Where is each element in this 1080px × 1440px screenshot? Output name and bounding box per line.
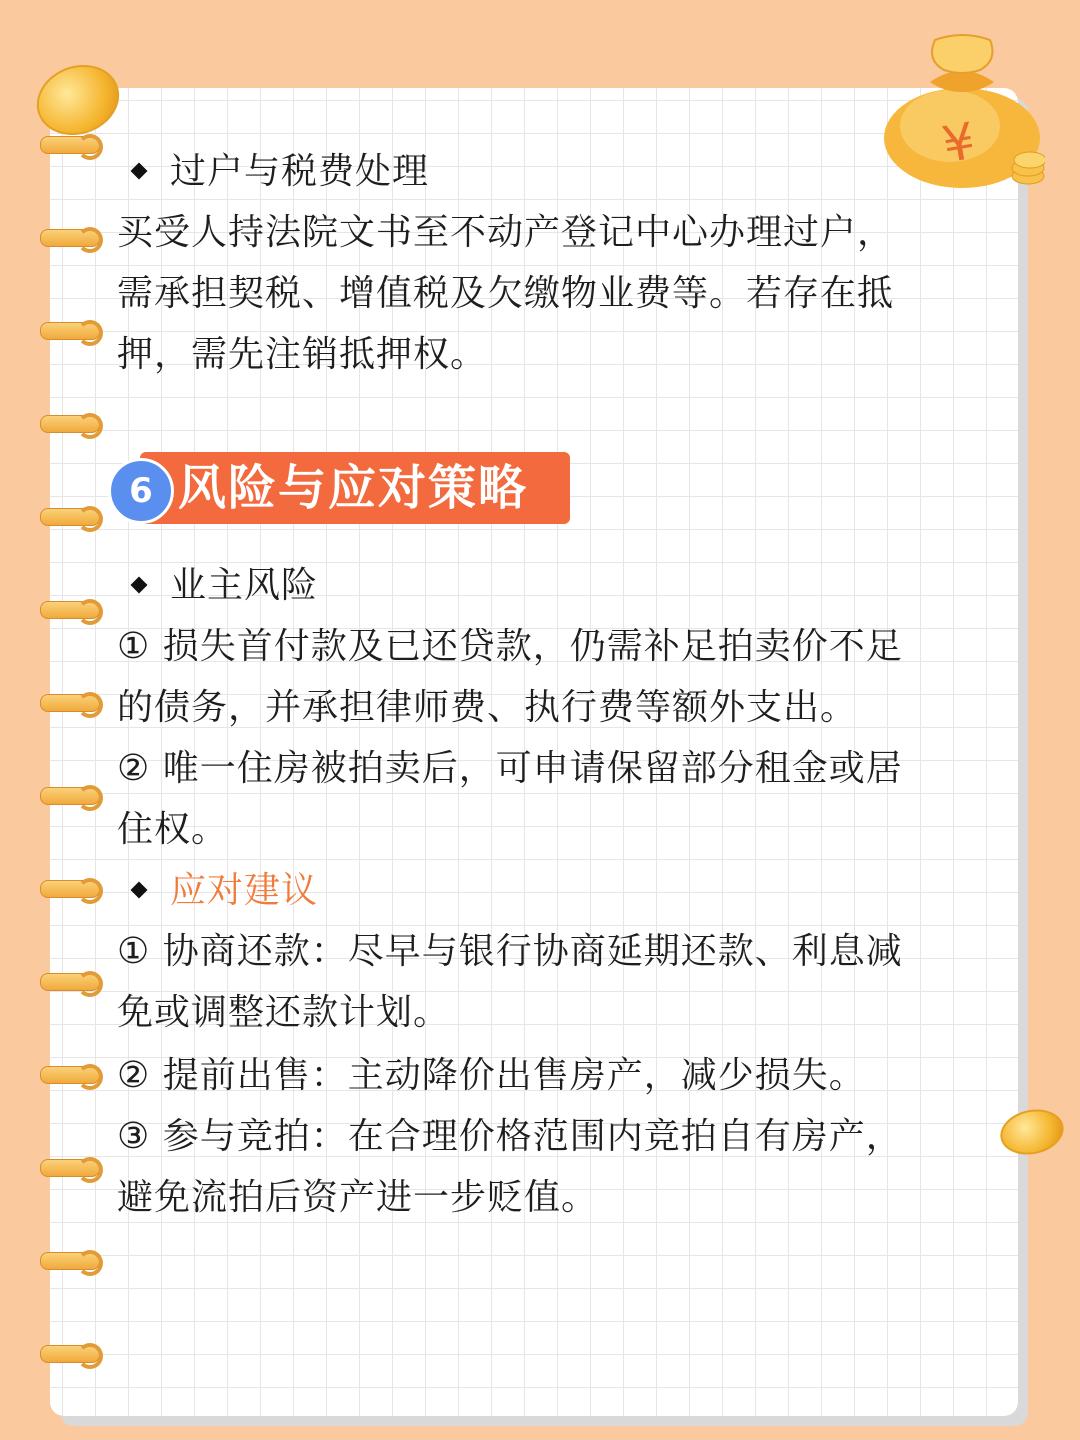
paragraph-line: 需承担契税、增值税及欠缴物业费等。若存在抵	[117, 273, 895, 314]
spiral-ring	[40, 973, 100, 991]
paragraph-line: 避免流拍后资产进一步贬值。	[117, 1177, 599, 1218]
spiral-ring	[40, 136, 100, 154]
spiral-ring	[40, 694, 100, 712]
spiral-ring	[40, 322, 100, 340]
paragraph-line: ③ 参与竞拍：在合理价格范围内竞拍自有房产，	[117, 1116, 903, 1157]
subheading-advice: 应对建议	[170, 870, 319, 911]
subheading-owner-risk: 业主风险	[170, 565, 319, 606]
paragraph-line: ① 损失首付款及已还贷款，仍需补足拍卖价不足	[117, 626, 903, 667]
paragraph-line: 住权。	[117, 809, 229, 850]
spiral-ring	[40, 1066, 100, 1084]
money-bag-icon	[880, 30, 1045, 190]
paragraph-line: ② 唯一住房被拍卖后，可申请保留部分租金或居	[117, 748, 903, 789]
spiral-ring	[40, 601, 100, 619]
paragraph-line: ① 协商还款：尽早与银行协商延期还款、利息减	[117, 931, 903, 972]
spiral-ring	[40, 415, 100, 433]
paragraph-line: 买受人持法院文书至不动产登记中心办理过户，	[117, 212, 895, 253]
section-title: 风险与应对策略	[178, 460, 529, 516]
paragraph-line: 押，需先注销抵押权。	[117, 334, 488, 375]
spiral-ring	[40, 787, 100, 805]
spiral-ring	[40, 880, 100, 898]
section-number-badge: 6	[108, 458, 174, 524]
paragraph-line: ② 提前出售：主动降价出售房产，减少损失。	[117, 1055, 866, 1096]
spiral-ring	[40, 229, 100, 247]
yen-symbol: ¥	[938, 111, 980, 175]
paragraph-line: 免或调整还款计划。	[117, 992, 451, 1033]
subheading-transfer: 过户与税费处理	[170, 151, 430, 192]
spiral-ring	[40, 1252, 100, 1270]
spiral-ring	[40, 508, 100, 526]
spiral-ring	[40, 1345, 100, 1363]
spiral-ring	[40, 1159, 100, 1177]
paragraph-line: 的债务，并承担律师费、执行费等额外支出。	[117, 687, 858, 728]
